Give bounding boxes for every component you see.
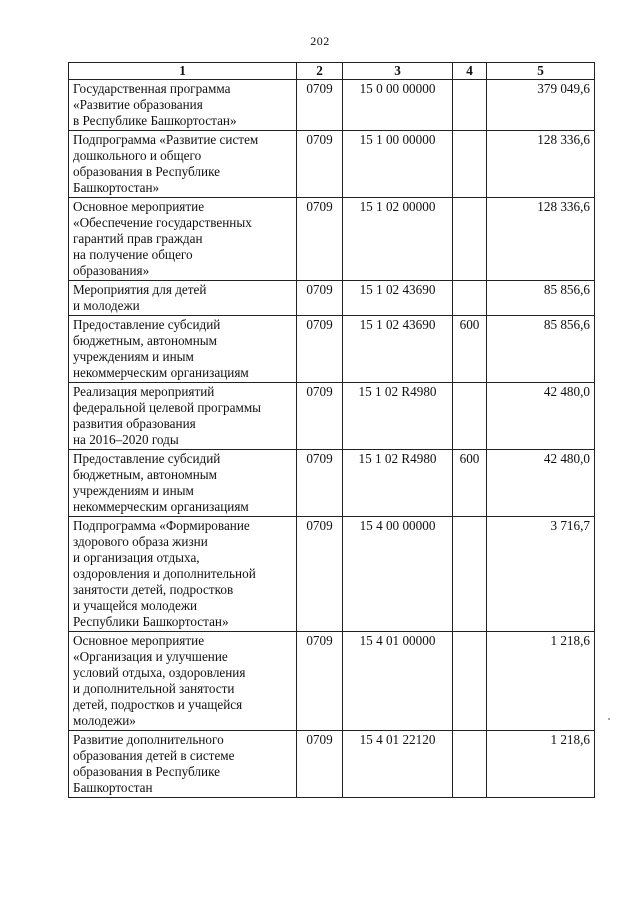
row-name: [69, 517, 297, 632]
table-body: [69, 80, 595, 798]
row-name-line: Основное мероприятие: [73, 633, 205, 648]
row-name-line: Реализация мероприятий: [73, 384, 215, 399]
row-amount: 379 049,6: [487, 80, 595, 131]
row-expense-type: [453, 517, 487, 632]
row-amount: 1 218,6: [487, 632, 595, 731]
budget-table: [68, 62, 595, 798]
row-amount: 128 336,6: [487, 131, 595, 198]
row-name-line: «Обеспечение государственных: [73, 215, 252, 230]
col-header-amount: 5: [487, 63, 595, 80]
row-name: [69, 731, 297, 798]
row-name-line: Башкортостан»: [73, 180, 160, 195]
row-expense-type: [453, 731, 487, 798]
row-name-line: учреждениям и иным: [73, 483, 194, 498]
row-amount: 128 336,6: [487, 198, 595, 281]
row-name-line: на 2016–2020 годы: [73, 432, 179, 447]
row-name-line: развития образования: [73, 416, 196, 431]
row-name-line: гарантий прав граждан: [73, 231, 203, 246]
row-expense-type: [453, 80, 487, 131]
table-row: [69, 80, 595, 131]
row-target-code: 15 4 00 00000: [343, 517, 453, 632]
row-expense-type: [453, 198, 487, 281]
table-row: [69, 450, 595, 517]
row-name-line: в Республике Башкортостан»: [73, 113, 237, 128]
row-name-line: здорового образа жизни: [73, 534, 208, 549]
row-target-code: 15 1 02 00000: [343, 198, 453, 281]
row-target-code: 15 0 00 00000: [343, 80, 453, 131]
row-name-line: бюджетным, автономным: [73, 333, 217, 348]
row-name-line: образования в Республике: [73, 764, 221, 779]
row-expense-type: [453, 281, 487, 316]
row-name-line: федеральной целевой программы: [73, 400, 262, 415]
row-section: 0709: [297, 131, 343, 198]
row-name-line: Мероприятия для детей: [73, 282, 207, 297]
row-name: [69, 281, 297, 316]
row-amount: 3 716,7: [487, 517, 595, 632]
table-row: [69, 316, 595, 383]
row-name-line: оздоровления и дополнительной: [73, 566, 256, 581]
row-name-line: и молодежи: [73, 298, 140, 313]
row-name-line: Предоставление субсидий: [73, 317, 221, 332]
row-name-line: молодежи»: [73, 713, 136, 728]
table-row: [69, 198, 595, 281]
table-row: [69, 131, 595, 198]
row-target-code: 15 1 02 43690: [343, 281, 453, 316]
row-amount: 85 856,6: [487, 316, 595, 383]
row-name-line: Государственная программа: [73, 81, 231, 96]
col-header-expense-type: 4: [453, 63, 487, 80]
row-name: [69, 450, 297, 517]
row-section: 0709: [297, 517, 343, 632]
row-section: 0709: [297, 198, 343, 281]
row-name: [69, 316, 297, 383]
row-section: 0709: [297, 632, 343, 731]
row-name-line: Подпрограмма «Развитие систем: [73, 132, 259, 147]
table-row: [69, 281, 595, 316]
col-header-section: 2: [297, 63, 343, 80]
page-number: 202: [310, 34, 330, 48]
row-name: [69, 632, 297, 731]
row-expense-type: [453, 383, 487, 450]
table-row: [69, 632, 595, 731]
row-section: 0709: [297, 316, 343, 383]
row-target-code: 15 4 01 22120: [343, 731, 453, 798]
row-name-line: детей, подростков и учащейся: [73, 697, 243, 712]
row-expense-type: [453, 632, 487, 731]
row-name-line: занятости детей, подростков: [73, 582, 234, 597]
row-target-code: 15 4 01 00000: [343, 632, 453, 731]
row-section: 0709: [297, 450, 343, 517]
row-expense-type: 600: [453, 316, 487, 383]
table-row: [69, 517, 595, 632]
row-target-code: 15 1 02 R4980: [343, 450, 453, 517]
row-name-line: образования в Республике: [73, 164, 221, 179]
row-expense-type: [453, 131, 487, 198]
row-name-line: учреждениям и иным: [73, 349, 194, 364]
row-name: [69, 131, 297, 198]
col-header-name: 1: [69, 63, 297, 80]
row-target-code: 15 1 00 00000: [343, 131, 453, 198]
row-amount: 42 480,0: [487, 383, 595, 450]
row-name-line: Подпрограмма «Формирование: [73, 518, 250, 533]
row-section: 0709: [297, 281, 343, 316]
row-name: [69, 383, 297, 450]
row-name-line: и организация отдыха,: [73, 550, 200, 565]
row-section: 0709: [297, 383, 343, 450]
row-name-line: «Организация и улучшение: [73, 649, 228, 664]
row-name: [69, 80, 297, 131]
row-name-line: и учащейся молодежи: [73, 598, 198, 613]
row-amount: 85 856,6: [487, 281, 595, 316]
row-name-line: условий отдыха, оздоровления: [73, 665, 246, 680]
row-name-line: некоммерческим организациям: [73, 365, 249, 380]
row-name-line: бюджетным, автономным: [73, 467, 217, 482]
row-name-line: образования детей в системе: [73, 748, 235, 763]
row-name-line: Предоставление субсидий: [73, 451, 221, 466]
header-row: [69, 63, 595, 80]
row-name-line: Основное мероприятие: [73, 199, 205, 214]
row-name-line: Республики Башкортостан»: [73, 614, 229, 629]
table-header: [69, 63, 595, 80]
row-name-line: Башкортостан: [73, 780, 153, 795]
col-header-target-code: 3: [343, 63, 453, 80]
row-target-code: 15 1 02 43690: [343, 316, 453, 383]
table-row: [69, 383, 595, 450]
row-name-line: «Развитие образования: [73, 97, 203, 112]
scan-speck: [608, 718, 610, 720]
table-row: [69, 731, 595, 798]
row-expense-type: 600: [453, 450, 487, 517]
row-amount: 1 218,6: [487, 731, 595, 798]
row-name-line: на получение общего: [73, 247, 193, 262]
row-name-line: и дополнительной занятости: [73, 681, 235, 696]
row-name: [69, 198, 297, 281]
row-name-line: дошкольного и общего: [73, 148, 202, 163]
row-target-code: 15 1 02 R4980: [343, 383, 453, 450]
row-section: 0709: [297, 731, 343, 798]
row-section: 0709: [297, 80, 343, 131]
row-name-line: Развитие дополнительного: [73, 732, 224, 747]
row-name-line: образования»: [73, 263, 150, 278]
row-name-line: некоммерческим организациям: [73, 499, 249, 514]
row-amount: 42 480,0: [487, 450, 595, 517]
